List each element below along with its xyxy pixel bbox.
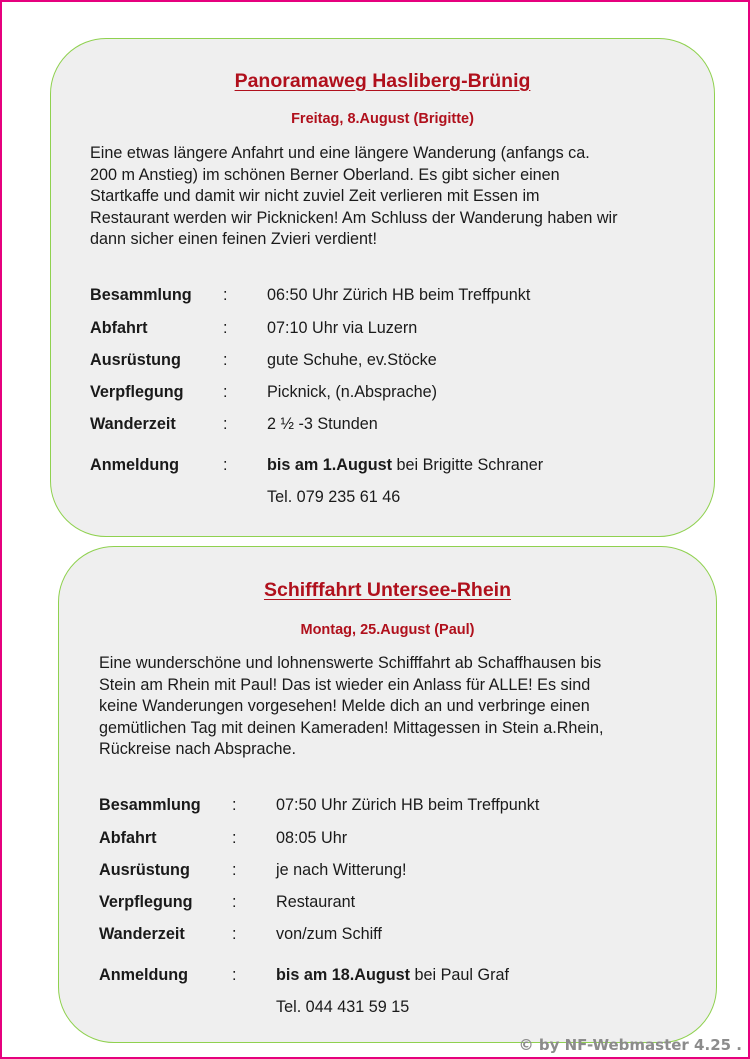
- detail-separator: :: [223, 351, 228, 369]
- detail-separator: :: [223, 319, 228, 337]
- detail-value: 2 ½ -3 Stunden: [267, 415, 378, 433]
- description-line: gemütlichen Tag mit deinen Kameraden! Mittagessen in Stein a.Rhein,: [99, 718, 604, 737]
- copyright-footer: © by NF-Webmaster 4.25 .: [518, 1036, 742, 1054]
- event-title: Panoramaweg Hasliberg-Brünig: [234, 70, 531, 92]
- detail-label: Verpflegung: [90, 383, 184, 401]
- detail-value: 07:50 Uhr Zürich HB beim Treffpunkt: [276, 796, 540, 814]
- detail-separator: :: [232, 893, 237, 911]
- description-line: Eine wunderschöne und lohnenswerte Schifffahrt ab Schaffhausen bis: [99, 654, 602, 672]
- event-description: [99, 653, 604, 761]
- description-line: dann sicher einen feinen Zvieri verdient!: [90, 230, 378, 248]
- detail-value: 06:50 Uhr Zürich HB beim Treffpunkt: [267, 286, 531, 304]
- detail-separator: :: [232, 861, 237, 879]
- detail-value: Restaurant: [276, 893, 356, 911]
- description-line: Stein am Rhein mit Paul! Das ist wieder ein Anlass für ALLE! Es sind: [99, 675, 591, 694]
- description-line: keine Wanderungen vorgesehen! Melde dich an und verbringe einen: [99, 697, 590, 715]
- description-line: Eine etwas längere Anfahrt und eine längere Wanderung (anfangs ca.: [90, 144, 590, 162]
- event-date: Montag, 25.August (Paul): [300, 622, 475, 638]
- detail-label: Abfahrt: [99, 829, 157, 847]
- registration-contact: bei Paul Graf: [410, 966, 510, 984]
- detail-label: Anmeldung: [90, 456, 180, 474]
- detail-label: Ausrüstung: [99, 861, 190, 879]
- registration-deadline: bis am 18.August: [276, 966, 411, 984]
- detail-label: Anmeldung: [99, 966, 189, 984]
- detail-label: Besammlung: [90, 286, 192, 304]
- event-title: Schifffahrt Untersee-Rhein: [263, 579, 512, 601]
- event-description: [90, 143, 618, 251]
- detail-value: Picknick, (n.Absprache): [267, 383, 438, 401]
- description-line: Startkaffe und damit wir nicht zuviel Zeit verlieren mit Essen im: [90, 187, 540, 205]
- detail-separator: :: [232, 925, 237, 943]
- detail-value: gute Schuhe, ev.Stöcke: [267, 351, 437, 369]
- event-date: Freitag, 8.August (Brigitte): [291, 111, 474, 127]
- event-card-schifffahrt: [58, 546, 717, 1043]
- detail-label: Verpflegung: [99, 893, 193, 911]
- detail-separator: :: [223, 286, 228, 304]
- detail-separator: :: [232, 796, 237, 814]
- detail-separator: :: [232, 966, 237, 984]
- detail-value: [276, 966, 509, 985]
- registration-deadline: bis am 1.August: [267, 456, 393, 474]
- detail-value: [267, 456, 543, 475]
- detail-separator: :: [223, 383, 228, 401]
- description-line: Rückreise nach Absprache.: [99, 740, 297, 758]
- detail-value: je nach Witterung!: [276, 861, 407, 879]
- detail-label: Besammlung: [99, 796, 201, 814]
- registration-phone: Tel. 079 235 61 46: [267, 488, 401, 506]
- detail-separator: :: [223, 456, 228, 474]
- detail-label: Wanderzeit: [90, 415, 176, 433]
- detail-separator: :: [232, 829, 237, 847]
- description-line: 200 m Anstieg) im schönen Berner Oberland. Es gibt sicher einen: [90, 165, 560, 184]
- detail-value: 08:05 Uhr: [276, 829, 348, 847]
- detail-label: Ausrüstung: [90, 351, 181, 369]
- detail-value: 07:10 Uhr via Luzern: [267, 319, 418, 337]
- registration-phone: Tel. 044 431 59 15: [276, 998, 410, 1016]
- description-line: Restaurant werden wir Picknicken! Am Schluss der Wanderung haben wir: [90, 208, 618, 227]
- event-card-hasliberg: [50, 38, 715, 537]
- detail-label: Abfahrt: [90, 319, 148, 337]
- detail-label: Wanderzeit: [99, 925, 185, 943]
- detail-separator: :: [223, 415, 228, 433]
- detail-value: von/zum Schiff: [276, 925, 382, 943]
- registration-contact: bei Brigitte Schraner: [392, 456, 544, 474]
